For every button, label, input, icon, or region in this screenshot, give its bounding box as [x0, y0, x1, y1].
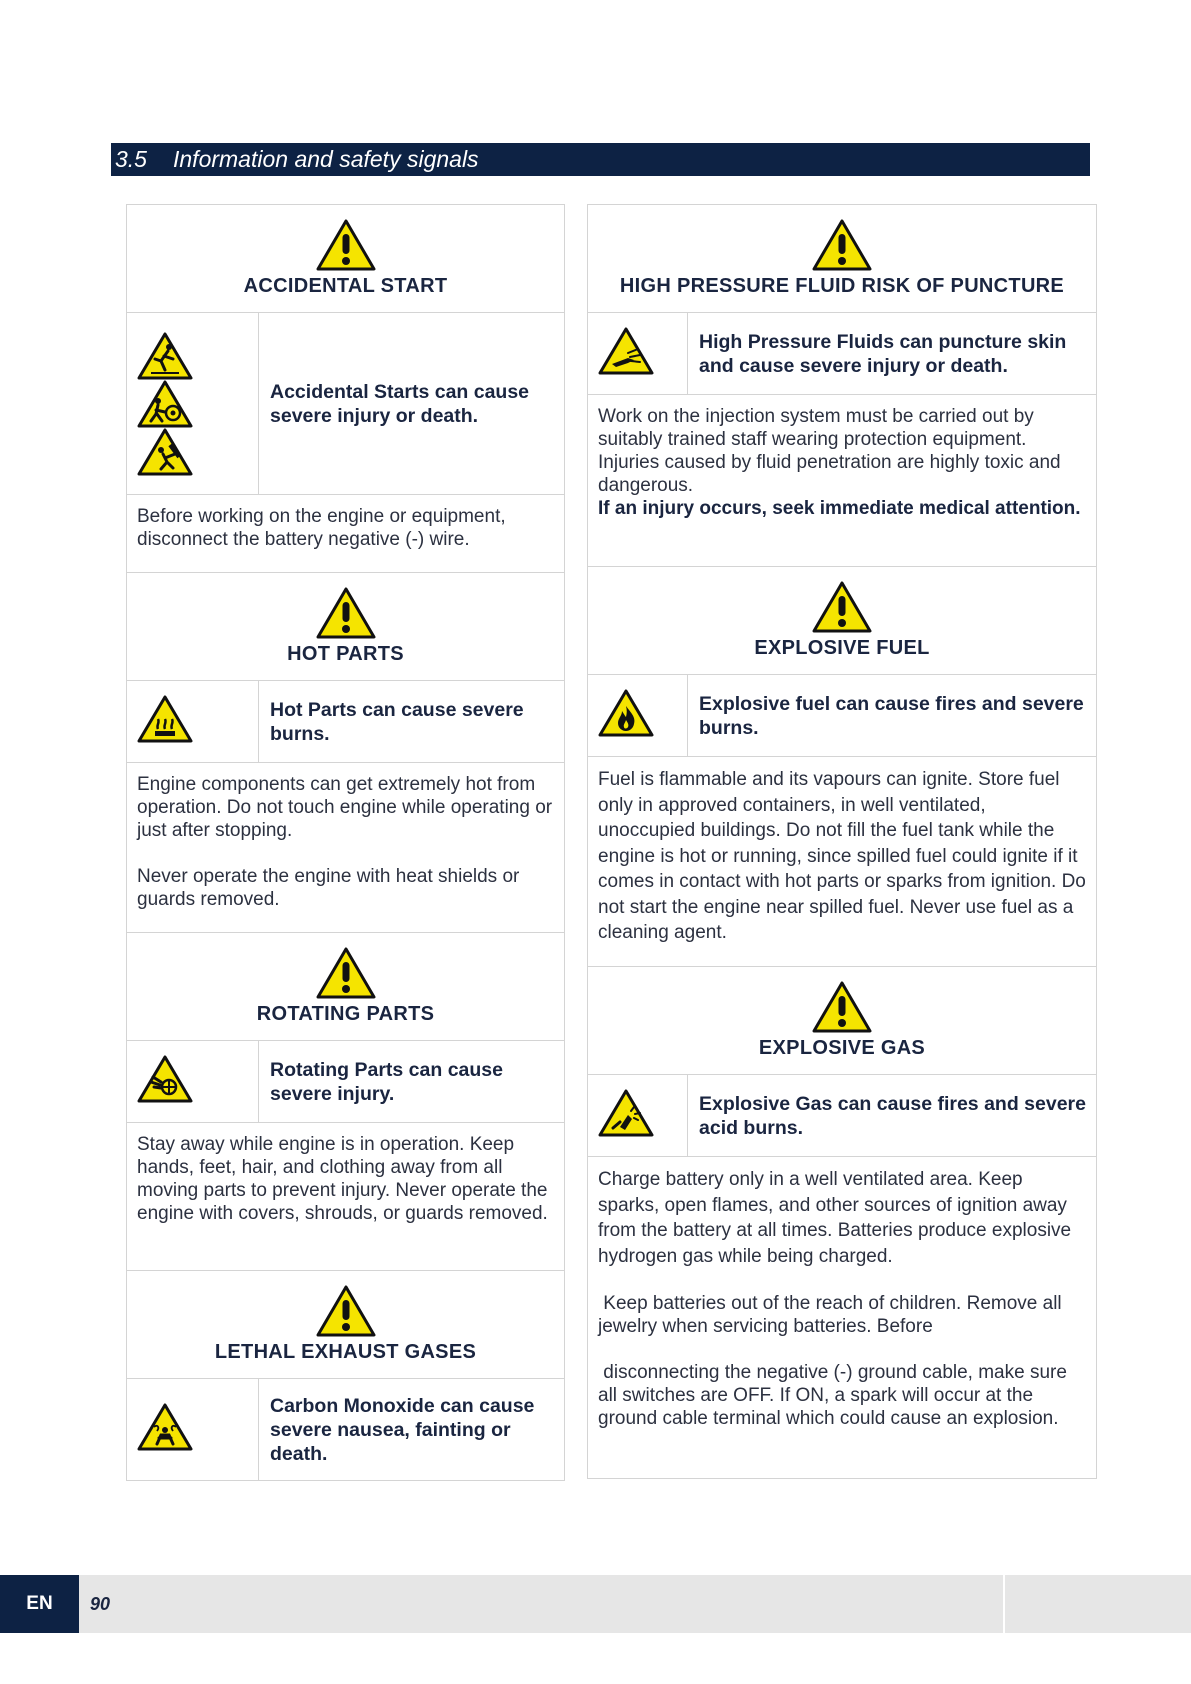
rotating-parts-statement: Rotating Parts can cause severe injury.: [259, 1041, 565, 1123]
language-label: EN: [0, 1575, 79, 1633]
explosive-fuel-header: [588, 567, 1097, 675]
explosive-gas-paragraph-3: disconnecting the negative (-) ground cable, make sure all switches are OFF. If ON, a spark will occur at the ground cable terminal which could cause an explosion.: [598, 1362, 1073, 1429]
explosive-fuel-text: [588, 757, 1097, 967]
explosive-gas-paragraph-2: Keep batteries out of the reach of children. Remove all jewelry when servicing batteries. Before: [598, 1293, 1067, 1337]
explosive-gas-header: [588, 967, 1097, 1075]
high-pressure-icons: [588, 313, 688, 395]
general-warning-icon: [316, 587, 376, 639]
explosive-fuel-title: EXPLOSIVE FUEL: [754, 637, 930, 659]
explosive-gas-title: EXPLOSIVE GAS: [758, 1037, 926, 1059]
lethal-exhaust-title: LETHAL EXHAUST GASES: [214, 1341, 477, 1363]
entanglement-warning-icon: [137, 380, 193, 428]
lethal-exhaust-header: [127, 1271, 565, 1379]
high-pressure-medical-note: If an injury occurs, seek immediate medical attention.: [598, 498, 1081, 519]
general-warning-icon: [812, 981, 872, 1033]
general-warning-icon: [812, 581, 872, 633]
footer-divider: [1003, 1575, 1005, 1633]
accidental-start-text: [127, 495, 565, 573]
hot-parts-header: [127, 573, 565, 681]
accidental-start-paragraph: Before working on the engine or equipment, disconnect the battery negative (-) wire.: [137, 506, 506, 550]
hot-parts-text: [127, 763, 565, 933]
rotating-parts-icons: [127, 1041, 259, 1123]
explosive-gas-statement: Explosive Gas can cause fires and severe acid burns.: [688, 1075, 1097, 1157]
section-number: 3.5: [115, 146, 147, 172]
right-signals-table: [587, 204, 1097, 1479]
hot-parts-icons: [127, 681, 259, 763]
page-number: 90: [90, 1594, 111, 1614]
high-pressure-paragraph: Work on the injection system must be carried out by suitably trained staff wearing protection equipment. Injuries caused by fluid penetration are highly toxic and dangerous.: [598, 406, 1061, 496]
general-warning-icon: [316, 947, 376, 999]
explosive-gas-warning-icon: [598, 1089, 654, 1137]
lethal-exhaust-icons: [127, 1379, 259, 1481]
falling-person-warning-icon: [137, 332, 193, 380]
explosive-gas-paragraph-1: Charge battery only in a well ventilated area. Keep sparks, open flames, and other sources of ignition away from the battery at all times. Batteries produce explosive hydrogen gas while being charged.: [598, 1169, 1072, 1267]
high-pressure-title: HIGH PRESSURE FLUID RISK OF PUNCTURE: [619, 275, 1065, 297]
general-warning-icon: [316, 1285, 376, 1337]
hot-parts-paragraph-2: Never operate the engine with heat shields or guards removed.: [137, 866, 520, 910]
lethal-exhaust-statement: Carbon Monoxide can cause severe nausea, fainting or death.: [259, 1379, 565, 1481]
explosive-gas-icons: [588, 1075, 688, 1157]
general-warning-icon: [316, 219, 376, 271]
rotating-parts-text: [127, 1123, 565, 1271]
high-pressure-statement: High Pressure Fluids can puncture skin and cause severe injury or death.: [688, 313, 1097, 395]
accidental-start-icons: [127, 313, 259, 495]
high-pressure-header: [588, 205, 1097, 313]
rotating-parts-title: ROTATING PARTS: [256, 1003, 435, 1025]
rotating-parts-warning-icon: [137, 1055, 193, 1103]
explosive-fuel-paragraph: Fuel is flammable and its vapours can ignite. Store fuel only in approved containers, in well ventilated, unoccupied buildings. Do not fill the fuel tank while the engine is hot or running, since spilled fuel could ignite if it comes in contact with hot parts or sparks from ignition. Do not start the engine near spilled fuel. Never use fuel as a cleaning agent.: [598, 769, 1086, 943]
hot-parts-title: HOT PARTS: [287, 643, 404, 665]
explosive-fuel-statement: Explosive fuel can cause fires and severe burns.: [688, 675, 1097, 757]
flammable-warning-icon: [598, 689, 654, 737]
accidental-start-header: [127, 205, 565, 313]
fluid-injection-warning-icon: [598, 327, 654, 375]
explosive-gas-text: [588, 1157, 1097, 1479]
crush-warning-icon: [137, 428, 193, 476]
left-signals-table: [126, 204, 565, 1481]
high-pressure-text: [588, 395, 1097, 567]
section-header: [111, 143, 1090, 176]
rotating-parts-header: [127, 933, 565, 1041]
general-warning-icon: [812, 219, 872, 271]
accidental-start-title: ACCIDENTAL START: [243, 275, 448, 297]
hot-parts-paragraph-1: Engine components can get extremely hot from operation. Do not touch engine while operating or just after stopping.: [137, 774, 553, 841]
hot-surface-warning-icon: [137, 695, 193, 743]
toxic-gas-warning-icon: [137, 1403, 193, 1451]
rotating-parts-paragraph: Stay away while engine is in operation. Keep hands, feet, hair, and clothing away from all moving parts to prevent injury. Never operate the engine with covers, shrouds, or guards removed.: [137, 1134, 548, 1224]
hot-parts-statement: Hot Parts can cause severe burns.: [259, 681, 565, 763]
section-title: Information and safety signals: [173, 146, 479, 172]
accidental-start-statement: Accidental Starts can cause severe injury or death.: [259, 313, 565, 495]
explosive-fuel-icons: [588, 675, 688, 757]
page-footer: [0, 1575, 1191, 1633]
